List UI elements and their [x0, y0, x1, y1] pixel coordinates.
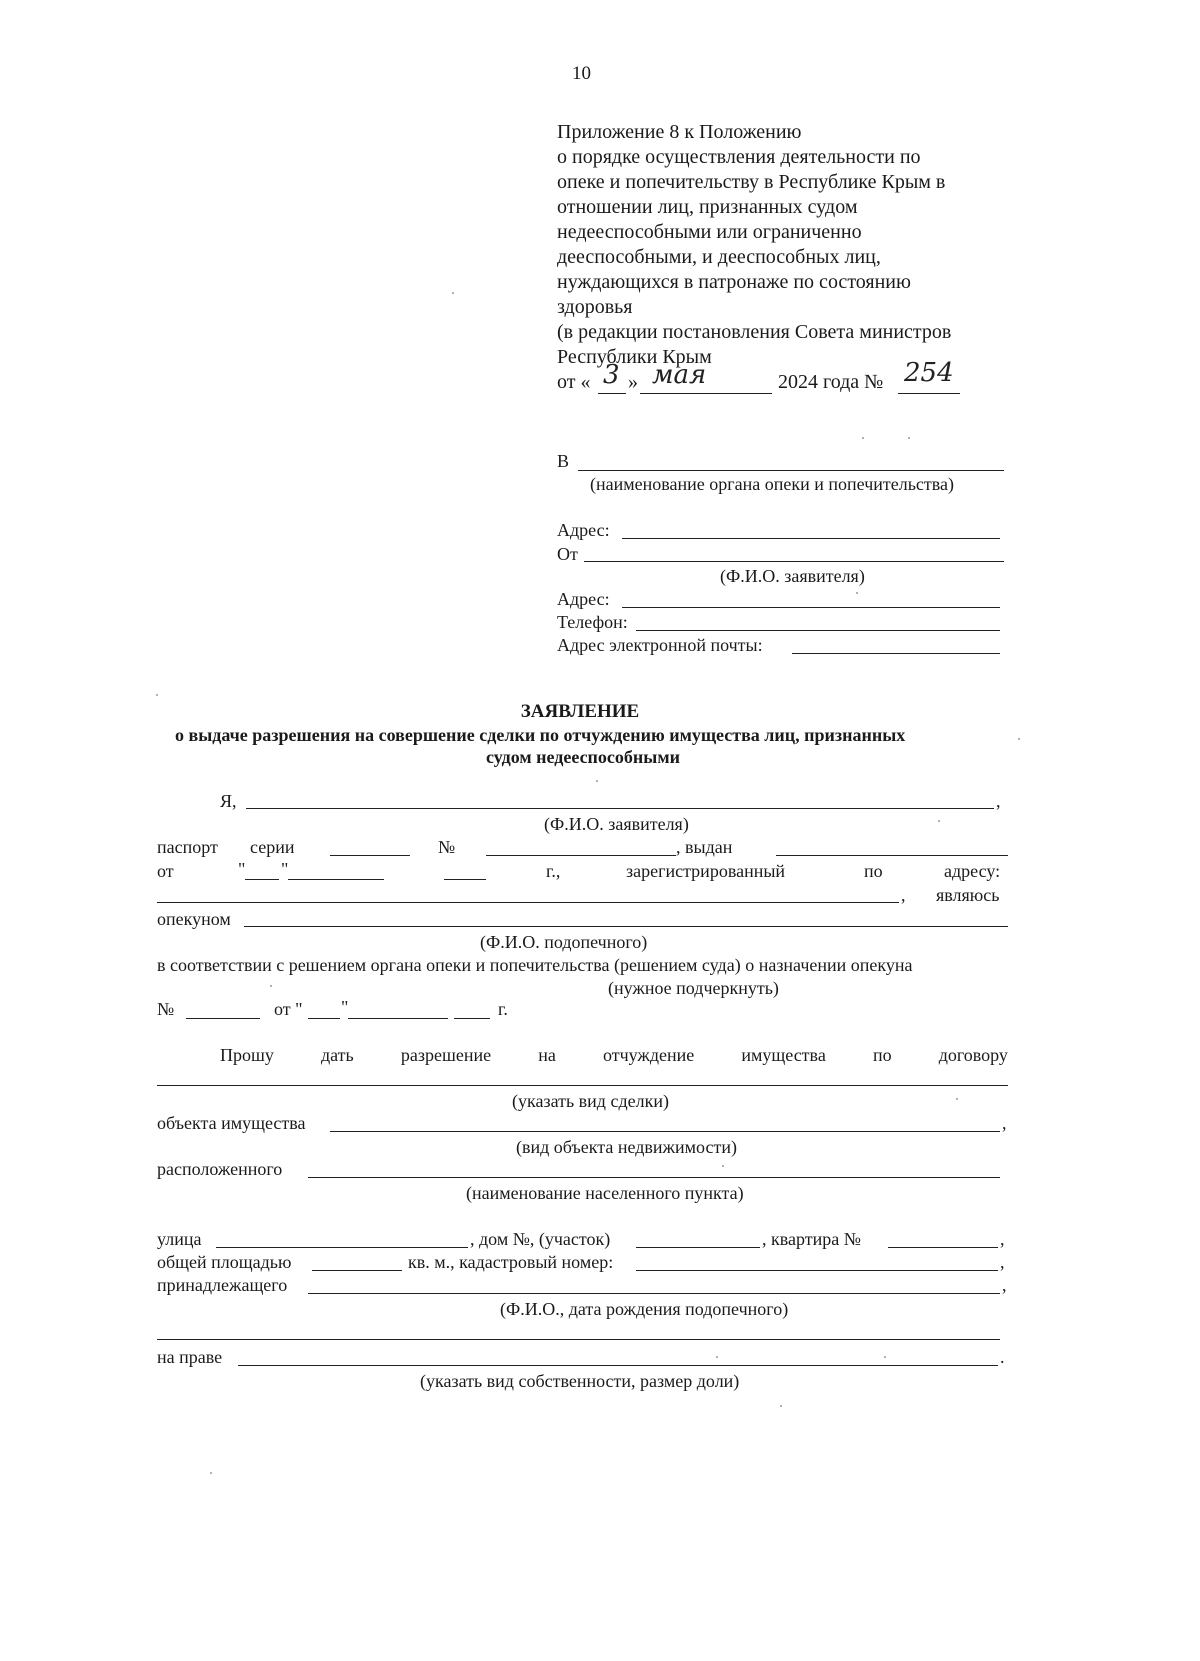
- issue-day-field[interactable]: [245, 879, 279, 880]
- right-label: на праве: [157, 1347, 223, 1367]
- year-abbr: г.,: [546, 861, 561, 881]
- address-word: адресу:: [944, 861, 1001, 881]
- date-day-line: [598, 393, 626, 394]
- object-type-caption: (вид объекта недвижимости): [516, 1137, 737, 1157]
- scan-speck: [780, 1405, 782, 1407]
- request-line: [220, 1046, 1008, 1064]
- comma: ,: [996, 791, 1001, 811]
- ot-label: от: [157, 861, 174, 881]
- po-label: по: [864, 861, 883, 881]
- applicant-fullname-field[interactable]: [246, 808, 994, 809]
- issue-month-field[interactable]: [288, 879, 384, 880]
- date-day-handwritten: 3: [603, 360, 620, 390]
- passport-series-field[interactable]: [330, 855, 410, 856]
- phone-field[interactable]: [636, 630, 1000, 631]
- header-line-3: опеке и попечительству в Республике Крым в: [557, 171, 946, 193]
- settlement-field[interactable]: [308, 1177, 1000, 1178]
- request-word-6: имущества: [741, 1045, 826, 1065]
- comma-3: ,: [1002, 1113, 1007, 1133]
- area-unit-label: кв. м., кадастровый номер:: [408, 1252, 614, 1272]
- decision-number-field[interactable]: [186, 1018, 260, 1019]
- decision-month-field[interactable]: [348, 1018, 448, 1019]
- document-title: ЗАЯВЛЕНИЕ: [520, 701, 640, 722]
- ya-label: Я,: [220, 791, 237, 811]
- passport-number-field[interactable]: [486, 855, 676, 856]
- decision-number-label: №: [157, 999, 175, 1019]
- street-field[interactable]: [216, 1247, 468, 1248]
- ownership-caption: (указать вид собственности, размер доли): [420, 1371, 740, 1391]
- house-field[interactable]: [636, 1247, 760, 1248]
- document-subtitle-line-2: судом недееспособными: [486, 747, 680, 767]
- header-line-6: дееспособными, и дееспособных лиц,: [557, 246, 881, 268]
- comma-6: ,: [1002, 1275, 1007, 1295]
- apartment-label: , квартира №: [762, 1229, 861, 1249]
- v-label: В: [557, 451, 570, 471]
- comma-2: ,: [901, 885, 906, 905]
- deal-type-caption: (указать вид сделки): [512, 1091, 669, 1111]
- quote-open: ": [238, 859, 246, 879]
- comma-5: ,: [1000, 1252, 1005, 1272]
- header-line-2: о порядке осуществления деятельности по: [557, 146, 921, 168]
- applicant-fullname-caption: (Ф.И.О. заявителя): [544, 814, 689, 834]
- request-word-3: разрешение: [400, 1045, 492, 1065]
- email-label: Адрес электронной почты:: [557, 635, 763, 655]
- header-line-1: Приложение 8 к Положению: [557, 121, 802, 143]
- scan-speck: [1018, 738, 1020, 740]
- scan-speck: [452, 292, 454, 294]
- scan-speck: [956, 1098, 958, 1100]
- scan-speck: [884, 1356, 886, 1358]
- underline-note: (нужное подчеркнуть): [608, 978, 779, 998]
- scan-speck: [938, 820, 940, 822]
- applicant-address-label: Адрес:: [557, 589, 610, 609]
- request-word-5: отчуждение: [602, 1045, 695, 1065]
- decision-date-label: от ": [274, 999, 303, 1019]
- ownership-field[interactable]: [238, 1365, 998, 1366]
- decree-number-handwritten: 254: [904, 358, 954, 388]
- request-word-7: по: [872, 1045, 892, 1065]
- ward-name-caption: (Ф.И.О. подопечного): [480, 932, 648, 952]
- authority-name-field[interactable]: [578, 470, 1004, 471]
- document-subtitle-line-1: о выдаче разрешения на совершение сделки по отчуждению имущества лиц, признанных: [175, 725, 906, 745]
- issue-year-field[interactable]: [444, 879, 486, 880]
- applicant-name-field[interactable]: [584, 561, 1004, 562]
- passport-label: паспорт: [157, 837, 218, 857]
- yavlyayus-label: являюсь: [936, 885, 1000, 905]
- date-month-handwritten: мая: [652, 360, 707, 390]
- scan-speck: [156, 694, 158, 696]
- header-line-4: отношении лиц, признанных судом: [557, 196, 858, 218]
- authority-address-field[interactable]: [622, 538, 1000, 539]
- guardian-label: опекуном: [157, 909, 231, 929]
- area-field[interactable]: [312, 1270, 402, 1271]
- scan-speck: [862, 437, 864, 439]
- street-label: улица: [157, 1229, 202, 1249]
- applicant-caption: (Ф.И.О. заявителя): [720, 566, 865, 586]
- page-number: 10: [572, 63, 591, 84]
- request-word-2: дать: [320, 1045, 354, 1065]
- deal-type-field[interactable]: [157, 1085, 1008, 1086]
- quote-close: ": [281, 859, 289, 879]
- request-word-1: Прошу: [220, 1045, 274, 1065]
- settlement-caption: (наименование населенного пункта): [466, 1183, 744, 1203]
- header-line-7: нуждающихся в патронаже по состоянию: [557, 271, 911, 293]
- object-label: объекта имущества: [157, 1113, 306, 1133]
- ward-info-field[interactable]: [308, 1293, 1000, 1294]
- applicant-address-field[interactable]: [622, 607, 1000, 608]
- ward-name-field[interactable]: [244, 926, 1008, 927]
- object-type-field[interactable]: [330, 1131, 1000, 1132]
- header-line-9: (в редакции постановления Совета министров: [557, 321, 952, 343]
- scan-speck: [210, 1472, 212, 1474]
- registered-address-field[interactable]: [157, 902, 899, 903]
- scan-speck: [722, 1165, 724, 1167]
- decision-day-field[interactable]: [308, 1018, 340, 1019]
- passport-issuer-field[interactable]: [776, 855, 1008, 856]
- header-line-8: здоровья: [557, 296, 633, 318]
- ward-info-caption: (Ф.И.О., дата рождения подопечного): [500, 1299, 789, 1319]
- scan-speck: [856, 592, 858, 594]
- apartment-field[interactable]: [888, 1247, 998, 1248]
- authority-caption: (наименование органа опеки и попечительства): [590, 474, 955, 494]
- registered-label: зарегистрированный: [626, 861, 786, 881]
- date-quote: »: [628, 371, 638, 393]
- house-label: , дом №, (участок): [470, 1229, 611, 1249]
- scan-speck: [716, 1356, 718, 1358]
- cadastral-number-field[interactable]: [636, 1270, 998, 1271]
- passport-number-label: №: [438, 837, 456, 857]
- from-label: От: [557, 544, 578, 564]
- request-word-4: на: [538, 1045, 556, 1065]
- scan-speck: [596, 780, 598, 782]
- email-field[interactable]: [792, 653, 1000, 654]
- comma-4: ,: [1000, 1229, 1005, 1249]
- request-word-8: договору: [938, 1045, 1008, 1065]
- area-label: общей площадью: [157, 1252, 292, 1272]
- series-label: серии: [250, 837, 295, 857]
- date-prefix: от «: [557, 371, 591, 393]
- header-line-5: недееспособными или ограниченно: [557, 221, 862, 243]
- date-year: 2024 года №: [778, 371, 884, 393]
- phone-label: Телефон:: [557, 612, 628, 632]
- quote-close-2: ": [341, 997, 349, 1017]
- decision-year-field[interactable]: [454, 1018, 490, 1019]
- period: .: [1000, 1347, 1005, 1367]
- scan-speck: [908, 437, 910, 439]
- decree-number-line: [898, 393, 960, 394]
- located-label: расположенного: [157, 1159, 283, 1179]
- scan-speck: [270, 985, 272, 987]
- ward-info-field-2[interactable]: [157, 1339, 1000, 1340]
- issued-label: , выдан: [676, 837, 733, 857]
- accordance-text: в соответствии с решением органа опеки и попечительства (решением суда) о назначении опекуна: [157, 955, 913, 975]
- header-line-10: Республики Крым: [557, 346, 712, 368]
- year-abbr-2: г.: [498, 999, 508, 1019]
- date-month-line: [640, 393, 772, 394]
- belonging-label: принадлежащего: [157, 1275, 288, 1295]
- address-label: Адрес:: [557, 520, 610, 540]
